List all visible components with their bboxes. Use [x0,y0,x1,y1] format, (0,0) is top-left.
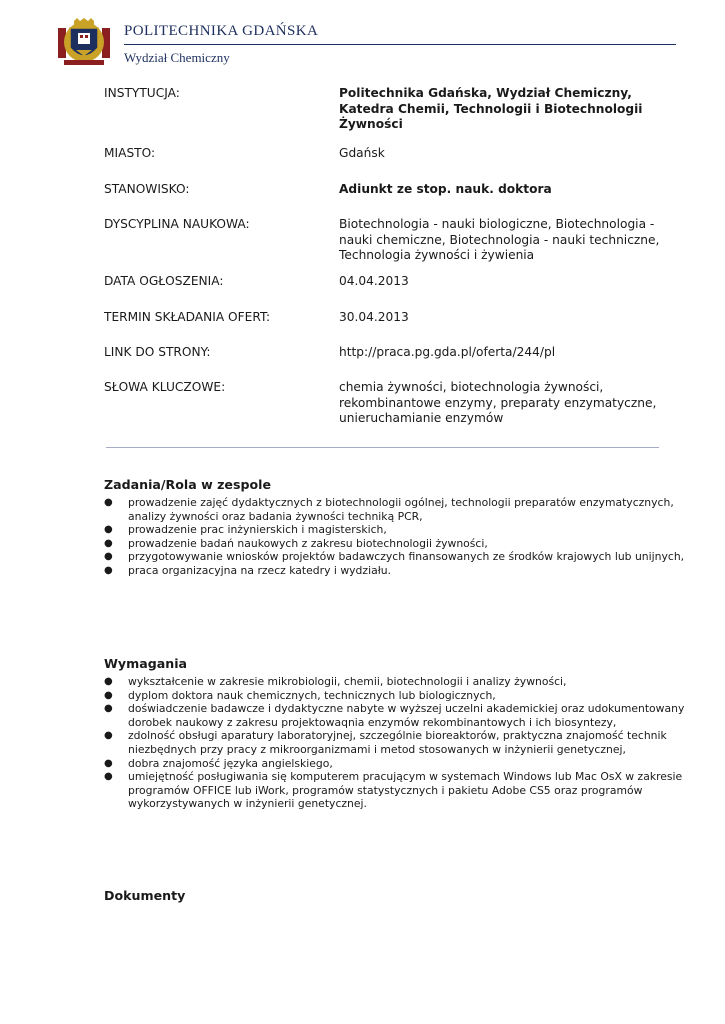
list-item-text: praca organizacyjna na rzecz katedry i wydziału. [128,563,392,577]
list-item [104,550,694,564]
detail-value: 04.04.2013 [339,274,409,288]
detail-label: STANOWISKO: [104,182,190,196]
tasks-list [104,496,694,578]
list-item [104,689,694,703]
bullet-icon: ● [104,524,113,536]
header-divider [124,44,676,45]
detail-label: DYSCYPLINA NAUKOWA: [104,217,250,231]
list-item-text: prowadzenie prac inżynierskich i magisterskich, [128,523,387,537]
detail-label: TERMIN SKŁADANIA OFERT: [104,310,271,324]
bullet-icon: ● [104,551,113,563]
list-item [104,770,694,811]
list-item-text: wykształcenie w zakresie mikrobiologii, chemii, biotechnologii i analizy żywności, [128,675,567,688]
list-item-text: prowadzenie zajęć dydaktycznych z biotechnologii ogólnej, technologii preparatów enzymatycznych, analizy żywności oraz badania żywności techniką PCR, [128,496,674,523]
list-item-text: przygotowywanie wniosków projektów badawczych finansowanych ze środków krajowych lub unijnych, [128,550,685,564]
bullet-icon: ● [104,564,113,576]
list-item-text: zdolność obsługi aparatury laboratoryjnej, szczególnie bioreaktorów, praktyczna znajomość technik niezbędnych przy pracy z mikroorganizmami i metod stosowanych w inżynierii genetycznej, [128,729,667,756]
offer-link[interactable]: http://praca.pg.gda.pl/oferta/244/pl [339,345,556,359]
list-item-text: umiejętność posługiwania się komputerem pracującym w systemach Windows lub Mac OsX w zakresie programów OFFICE lub iWork, programów statystycznych i pakietu Adobe CS5 oraz programów wykorzystywanych w inżynierii genetycznej. [128,770,683,811]
university-crest-icon [58,18,110,68]
university-name: POLITECHNIKA GDAŃSKA [124,23,319,39]
requirements-heading: Wymagania [104,656,188,671]
list-item-text: dobra znajomość języka angielskiego, [128,756,333,770]
detail-value: Gdańsk [339,146,385,160]
detail-label: SŁOWA KLUCZOWE: [104,380,226,394]
list-item [104,757,694,771]
list-item [104,675,694,689]
detail-value: 30.04.2013 [339,310,409,324]
letterhead [58,18,678,70]
bullet-icon: ● [104,676,113,687]
tasks-heading: Zadania/Rola w zespole [104,477,271,492]
bullet-icon: ● [104,757,113,769]
bullet-icon: ● [104,771,113,783]
list-item [104,537,694,551]
bullet-icon: ● [104,537,113,549]
list-item-text: doświadczenie badawcze i dydaktyczne nabyte w wyższej uczelni akademickiej oraz udokumentowany dorobek naukowy z zakresu projektowaqnia enzymów rekombinantowych i ich biosyntezy, [128,702,685,729]
detail-label: LINK DO STRONY: [104,345,211,359]
detail-label: INSTYTUCJA: [104,86,180,100]
list-item [104,523,694,537]
detail-label: MIASTO: [104,146,156,160]
documents-heading: Dokumenty [104,888,186,903]
list-item-text: prowadzenie badań naukowych z zakresu biotechnologii żywności, [128,536,488,550]
detail-value: Adiunkt ze stop. nauk. doktora [339,182,552,196]
list-item-text: dyplom doktora nauk chemicznych, technicznych lub biologicznych, [128,688,496,702]
bullet-icon: ● [104,730,113,742]
bullet-icon: ● [104,703,113,715]
list-item [104,729,694,756]
list-item [104,564,694,578]
detail-value: Politechnika Gdańska, Wydział Chemiczny, Katedra Chemii, Technologii i Biotechnologii Żywności [339,86,643,131]
faculty-name: Wydział Chemiczny [124,50,230,65]
detail-value: chemia żywności, biotechnologia żywności, rekombinantowe enzymy, preparaty enzymatyczne, unieruchamianie enzymów [339,380,657,425]
detail-value: Biotechnologia - nauki biologiczne, Biotechnologia - nauki chemiczne, Biotechnologia - nauki techniczne, Technologia żywności i żywienia [339,217,660,262]
bullet-icon: ● [104,689,113,701]
requirements-list [104,675,694,811]
list-item [104,496,694,523]
bullet-icon: ● [104,497,113,508]
list-item [104,702,694,729]
detail-label: DATA OGŁOSZENIA: [104,274,224,288]
section-divider [106,447,659,448]
